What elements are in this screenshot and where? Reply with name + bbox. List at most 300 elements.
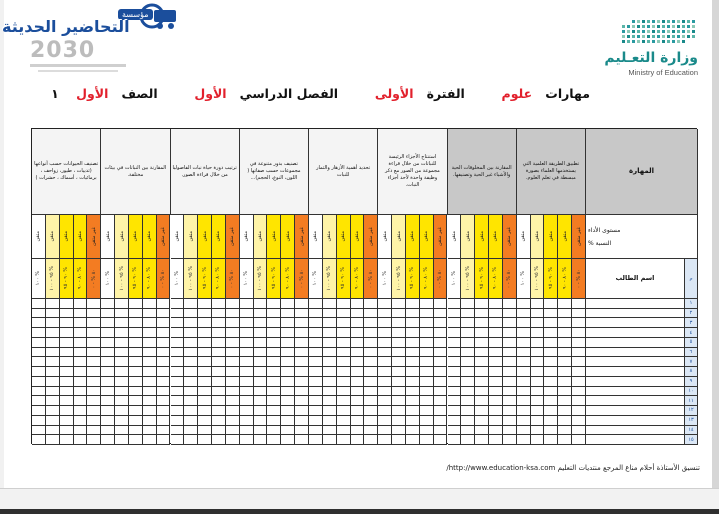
grade-entry-cell[interactable] xyxy=(295,377,309,387)
grade-entry-cell[interactable] xyxy=(198,367,212,377)
grade-entry-cell[interactable] xyxy=(129,367,143,377)
grade-entry-cell[interactable] xyxy=(337,396,351,406)
grade-entry-cell[interactable] xyxy=(212,406,226,416)
grade-entry-cell[interactable] xyxy=(503,338,517,348)
grade-entry-cell[interactable] xyxy=(60,299,74,309)
grade-entry-cell[interactable] xyxy=(378,435,392,445)
grade-entry-cell[interactable] xyxy=(531,348,545,358)
grade-entry-cell[interactable] xyxy=(32,387,46,397)
grade-entry-cell[interactable] xyxy=(406,348,420,358)
grade-entry-cell[interactable] xyxy=(420,338,434,348)
grade-entry-cell[interactable] xyxy=(517,367,531,377)
grade-entry-cell[interactable] xyxy=(378,348,392,358)
grade-entry-cell[interactable] xyxy=(281,348,295,358)
grade-entry-cell[interactable] xyxy=(517,348,531,358)
grade-entry-cell[interactable] xyxy=(226,348,240,358)
grade-entry-cell[interactable] xyxy=(171,357,185,367)
grade-entry-cell[interactable] xyxy=(572,377,586,387)
grade-entry-cell[interactable] xyxy=(392,416,406,426)
grade-entry-cell[interactable] xyxy=(254,309,268,319)
grade-entry-cell[interactable] xyxy=(198,406,212,416)
grade-entry-cell[interactable] xyxy=(337,309,351,319)
grade-entry-cell[interactable] xyxy=(46,387,60,397)
grade-entry-cell[interactable] xyxy=(171,396,185,406)
grade-entry-cell[interactable] xyxy=(157,387,171,397)
grade-entry-cell[interactable] xyxy=(531,367,545,377)
grade-entry-cell[interactable] xyxy=(378,338,392,348)
grade-entry-cell[interactable] xyxy=(531,357,545,367)
grade-entry-cell[interactable] xyxy=(392,357,406,367)
grade-entry-cell[interactable] xyxy=(184,318,198,328)
grade-entry-cell[interactable] xyxy=(558,377,572,387)
grade-entry-cell[interactable] xyxy=(32,357,46,367)
grade-entry-cell[interactable] xyxy=(60,367,74,377)
grade-entry-cell[interactable] xyxy=(184,299,198,309)
grade-entry-cell[interactable] xyxy=(212,338,226,348)
grade-entry-cell[interactable] xyxy=(323,426,337,436)
grade-entry-cell[interactable] xyxy=(378,396,392,406)
grade-entry-cell[interactable] xyxy=(74,357,88,367)
grade-entry-cell[interactable] xyxy=(489,396,503,406)
grade-entry-cell[interactable] xyxy=(143,309,157,319)
grade-entry-cell[interactable] xyxy=(171,377,185,387)
grade-entry-cell[interactable] xyxy=(351,348,365,358)
grade-entry-cell[interactable] xyxy=(184,435,198,445)
grade-entry-cell[interactable] xyxy=(240,357,254,367)
grade-entry-cell[interactable] xyxy=(517,387,531,397)
grade-entry-cell[interactable] xyxy=(115,377,129,387)
grade-entry-cell[interactable] xyxy=(198,348,212,358)
grade-entry-cell[interactable] xyxy=(489,426,503,436)
grade-entry-cell[interactable] xyxy=(434,396,448,406)
grade-entry-cell[interactable] xyxy=(503,406,517,416)
grade-entry-cell[interactable] xyxy=(74,309,88,319)
student-name-cell[interactable] xyxy=(586,426,685,436)
grade-entry-cell[interactable] xyxy=(115,338,129,348)
grade-entry-cell[interactable] xyxy=(517,377,531,387)
grade-entry-cell[interactable] xyxy=(115,367,129,377)
grade-entry-cell[interactable] xyxy=(171,367,185,377)
grade-entry-cell[interactable] xyxy=(212,396,226,406)
grade-entry-cell[interactable] xyxy=(323,377,337,387)
grade-entry-cell[interactable] xyxy=(157,367,171,377)
grade-entry-cell[interactable] xyxy=(475,328,489,338)
grade-entry-cell[interactable] xyxy=(378,299,392,309)
grade-entry-cell[interactable] xyxy=(171,328,185,338)
grade-entry-cell[interactable] xyxy=(171,435,185,445)
grade-entry-cell[interactable] xyxy=(309,338,323,348)
grade-entry-cell[interactable] xyxy=(558,406,572,416)
grade-entry-cell[interactable] xyxy=(364,396,378,406)
grade-entry-cell[interactable] xyxy=(32,348,46,358)
grade-entry-cell[interactable] xyxy=(198,435,212,445)
grade-entry-cell[interactable] xyxy=(60,435,74,445)
grade-entry-cell[interactable] xyxy=(558,338,572,348)
grade-entry-cell[interactable] xyxy=(406,377,420,387)
grade-entry-cell[interactable] xyxy=(129,406,143,416)
grade-entry-cell[interactable] xyxy=(531,299,545,309)
grade-entry-cell[interactable] xyxy=(406,367,420,377)
grade-entry-cell[interactable] xyxy=(420,357,434,367)
grade-entry-cell[interactable] xyxy=(378,309,392,319)
grade-entry-cell[interactable] xyxy=(309,357,323,367)
grade-entry-cell[interactable] xyxy=(101,299,115,309)
grade-entry-cell[interactable] xyxy=(115,299,129,309)
grade-entry-cell[interactable] xyxy=(461,309,475,319)
grade-entry-cell[interactable] xyxy=(212,416,226,426)
grade-entry-cell[interactable] xyxy=(309,396,323,406)
grade-entry-cell[interactable] xyxy=(129,396,143,406)
grade-entry-cell[interactable] xyxy=(254,396,268,406)
student-name-cell[interactable] xyxy=(586,338,685,348)
grade-entry-cell[interactable] xyxy=(143,318,157,328)
grade-entry-cell[interactable] xyxy=(143,367,157,377)
grade-entry-cell[interactable] xyxy=(392,396,406,406)
grade-entry-cell[interactable] xyxy=(295,396,309,406)
grade-entry-cell[interactable] xyxy=(281,338,295,348)
grade-entry-cell[interactable] xyxy=(434,338,448,348)
grade-entry-cell[interactable] xyxy=(572,387,586,397)
grade-entry-cell[interactable] xyxy=(254,426,268,436)
grade-entry-cell[interactable] xyxy=(143,435,157,445)
grade-entry-cell[interactable] xyxy=(378,426,392,436)
grade-entry-cell[interactable] xyxy=(101,377,115,387)
grade-entry-cell[interactable] xyxy=(171,406,185,416)
grade-entry-cell[interactable] xyxy=(171,416,185,426)
grade-entry-cell[interactable] xyxy=(74,367,88,377)
grade-entry-cell[interactable] xyxy=(517,416,531,426)
grade-entry-cell[interactable] xyxy=(351,435,365,445)
grade-entry-cell[interactable] xyxy=(503,387,517,397)
grade-entry-cell[interactable] xyxy=(544,338,558,348)
grade-entry-cell[interactable] xyxy=(129,309,143,319)
grade-entry-cell[interactable] xyxy=(212,299,226,309)
grade-entry-cell[interactable] xyxy=(226,338,240,348)
grade-entry-cell[interactable] xyxy=(531,406,545,416)
grade-entry-cell[interactable] xyxy=(351,426,365,436)
grade-entry-cell[interactable] xyxy=(74,377,88,387)
grade-entry-cell[interactable] xyxy=(240,396,254,406)
grade-entry-cell[interactable] xyxy=(572,357,586,367)
grade-entry-cell[interactable] xyxy=(392,406,406,416)
grade-entry-cell[interactable] xyxy=(351,406,365,416)
grade-entry-cell[interactable] xyxy=(378,406,392,416)
student-name-cell[interactable] xyxy=(586,318,685,328)
grade-entry-cell[interactable] xyxy=(267,309,281,319)
grade-entry-cell[interactable] xyxy=(184,387,198,397)
grade-entry-cell[interactable] xyxy=(32,338,46,348)
grade-entry-cell[interactable] xyxy=(337,387,351,397)
grade-entry-cell[interactable] xyxy=(240,338,254,348)
grade-entry-cell[interactable] xyxy=(544,396,558,406)
grade-entry-cell[interactable] xyxy=(60,338,74,348)
grade-entry-cell[interactable] xyxy=(226,328,240,338)
grade-entry-cell[interactable] xyxy=(558,318,572,328)
grade-entry-cell[interactable] xyxy=(267,357,281,367)
grade-entry-cell[interactable] xyxy=(212,426,226,436)
grade-entry-cell[interactable] xyxy=(323,406,337,416)
grade-entry-cell[interactable] xyxy=(420,416,434,426)
grade-entry-cell[interactable] xyxy=(475,309,489,319)
grade-entry-cell[interactable] xyxy=(364,416,378,426)
grade-entry-cell[interactable] xyxy=(517,318,531,328)
grade-entry-cell[interactable] xyxy=(364,328,378,338)
grade-entry-cell[interactable] xyxy=(46,426,60,436)
grade-entry-cell[interactable] xyxy=(531,426,545,436)
grade-entry-cell[interactable] xyxy=(323,338,337,348)
grade-entry-cell[interactable] xyxy=(87,309,101,319)
grade-entry-cell[interactable] xyxy=(572,416,586,426)
grade-entry-cell[interactable] xyxy=(434,357,448,367)
grade-entry-cell[interactable] xyxy=(143,338,157,348)
grade-entry-cell[interactable] xyxy=(60,309,74,319)
grade-entry-cell[interactable] xyxy=(184,406,198,416)
grade-entry-cell[interactable] xyxy=(267,416,281,426)
grade-entry-cell[interactable] xyxy=(517,426,531,436)
grade-entry-cell[interactable] xyxy=(323,348,337,358)
grade-entry-cell[interactable] xyxy=(171,426,185,436)
grade-entry-cell[interactable] xyxy=(309,406,323,416)
grade-entry-cell[interactable] xyxy=(489,377,503,387)
grade-entry-cell[interactable] xyxy=(323,367,337,377)
grade-entry-cell[interactable] xyxy=(392,435,406,445)
grade-entry-cell[interactable] xyxy=(531,309,545,319)
grade-entry-cell[interactable] xyxy=(281,426,295,436)
grade-entry-cell[interactable] xyxy=(406,396,420,406)
grade-entry-cell[interactable] xyxy=(129,387,143,397)
grade-entry-cell[interactable] xyxy=(226,367,240,377)
grade-entry-cell[interactable] xyxy=(240,328,254,338)
grade-entry-cell[interactable] xyxy=(74,318,88,328)
grade-entry-cell[interactable] xyxy=(101,309,115,319)
grade-entry-cell[interactable] xyxy=(572,309,586,319)
grade-entry-cell[interactable] xyxy=(475,416,489,426)
grade-entry-cell[interactable] xyxy=(32,377,46,387)
grade-entry-cell[interactable] xyxy=(171,299,185,309)
student-name-cell[interactable] xyxy=(586,367,685,377)
grade-entry-cell[interactable] xyxy=(461,387,475,397)
grade-entry-cell[interactable] xyxy=(503,309,517,319)
grade-entry-cell[interactable] xyxy=(503,348,517,358)
grade-entry-cell[interactable] xyxy=(337,367,351,377)
grade-entry-cell[interactable] xyxy=(489,357,503,367)
grade-entry-cell[interactable] xyxy=(32,299,46,309)
grade-entry-cell[interactable] xyxy=(489,328,503,338)
grade-entry-cell[interactable] xyxy=(420,435,434,445)
grade-entry-cell[interactable] xyxy=(503,377,517,387)
grade-entry-cell[interactable] xyxy=(295,367,309,377)
grade-entry-cell[interactable] xyxy=(351,367,365,377)
grade-entry-cell[interactable] xyxy=(267,328,281,338)
grade-entry-cell[interactable] xyxy=(267,318,281,328)
grade-entry-cell[interactable] xyxy=(240,367,254,377)
grade-entry-cell[interactable] xyxy=(475,406,489,416)
grade-entry-cell[interactable] xyxy=(157,357,171,367)
grade-entry-cell[interactable] xyxy=(544,357,558,367)
grade-entry-cell[interactable] xyxy=(544,367,558,377)
grade-entry-cell[interactable] xyxy=(157,377,171,387)
student-name-cell[interactable] xyxy=(586,435,685,445)
grade-entry-cell[interactable] xyxy=(420,387,434,397)
grade-entry-cell[interactable] xyxy=(364,348,378,358)
grade-entry-cell[interactable] xyxy=(392,387,406,397)
grade-entry-cell[interactable] xyxy=(240,406,254,416)
grade-entry-cell[interactable] xyxy=(544,435,558,445)
grade-entry-cell[interactable] xyxy=(87,435,101,445)
grade-entry-cell[interactable] xyxy=(87,318,101,328)
grade-entry-cell[interactable] xyxy=(337,377,351,387)
grade-entry-cell[interactable] xyxy=(226,406,240,416)
grade-entry-cell[interactable] xyxy=(337,299,351,309)
grade-entry-cell[interactable] xyxy=(337,338,351,348)
grade-entry-cell[interactable] xyxy=(544,377,558,387)
grade-entry-cell[interactable] xyxy=(351,387,365,397)
grade-entry-cell[interactable] xyxy=(475,348,489,358)
grade-entry-cell[interactable] xyxy=(60,426,74,436)
grade-entry-cell[interactable] xyxy=(143,377,157,387)
grade-entry-cell[interactable] xyxy=(461,328,475,338)
grade-entry-cell[interactable] xyxy=(267,299,281,309)
grade-entry-cell[interactable] xyxy=(351,416,365,426)
grade-entry-cell[interactable] xyxy=(475,377,489,387)
grade-entry-cell[interactable] xyxy=(281,299,295,309)
grade-entry-cell[interactable] xyxy=(420,348,434,358)
grade-entry-cell[interactable] xyxy=(475,299,489,309)
grade-entry-cell[interactable] xyxy=(129,328,143,338)
grade-entry-cell[interactable] xyxy=(531,435,545,445)
grade-entry-cell[interactable] xyxy=(143,348,157,358)
grade-entry-cell[interactable] xyxy=(32,426,46,436)
grade-entry-cell[interactable] xyxy=(461,435,475,445)
grade-entry-cell[interactable] xyxy=(184,416,198,426)
grade-entry-cell[interactable] xyxy=(531,377,545,387)
grade-entry-cell[interactable] xyxy=(184,357,198,367)
grade-entry-cell[interactable] xyxy=(337,406,351,416)
grade-entry-cell[interactable] xyxy=(129,416,143,426)
grade-entry-cell[interactable] xyxy=(212,309,226,319)
grade-entry-cell[interactable] xyxy=(115,387,129,397)
grade-entry-cell[interactable] xyxy=(351,309,365,319)
grade-entry-cell[interactable] xyxy=(572,348,586,358)
grade-entry-cell[interactable] xyxy=(448,416,462,426)
grade-entry-cell[interactable] xyxy=(420,406,434,416)
grade-entry-cell[interactable] xyxy=(558,416,572,426)
grade-entry-cell[interactable] xyxy=(461,416,475,426)
grade-entry-cell[interactable] xyxy=(212,318,226,328)
grade-entry-cell[interactable] xyxy=(226,309,240,319)
grade-entry-cell[interactable] xyxy=(212,328,226,338)
grade-entry-cell[interactable] xyxy=(281,396,295,406)
grade-entry-cell[interactable] xyxy=(184,396,198,406)
grade-entry-cell[interactable] xyxy=(281,377,295,387)
grade-entry-cell[interactable] xyxy=(87,367,101,377)
grade-entry-cell[interactable] xyxy=(74,338,88,348)
grade-entry-cell[interactable] xyxy=(32,396,46,406)
grade-entry-cell[interactable] xyxy=(171,387,185,397)
grade-entry-cell[interactable] xyxy=(226,318,240,328)
grade-entry-cell[interactable] xyxy=(392,426,406,436)
grade-entry-cell[interactable] xyxy=(254,357,268,367)
grade-entry-cell[interactable] xyxy=(46,357,60,367)
grade-entry-cell[interactable] xyxy=(198,318,212,328)
grade-entry-cell[interactable] xyxy=(212,435,226,445)
grade-entry-cell[interactable] xyxy=(87,338,101,348)
grade-entry-cell[interactable] xyxy=(572,426,586,436)
grade-entry-cell[interactable] xyxy=(295,338,309,348)
grade-entry-cell[interactable] xyxy=(87,328,101,338)
grade-entry-cell[interactable] xyxy=(503,328,517,338)
grade-entry-cell[interactable] xyxy=(101,387,115,397)
grade-entry-cell[interactable] xyxy=(572,328,586,338)
grade-entry-cell[interactable] xyxy=(254,387,268,397)
grade-entry-cell[interactable] xyxy=(267,396,281,406)
grade-entry-cell[interactable] xyxy=(503,435,517,445)
grade-entry-cell[interactable] xyxy=(351,338,365,348)
grade-entry-cell[interactable] xyxy=(87,416,101,426)
grade-entry-cell[interactable] xyxy=(115,357,129,367)
grade-entry-cell[interactable] xyxy=(489,406,503,416)
grade-entry-cell[interactable] xyxy=(32,435,46,445)
grade-entry-cell[interactable] xyxy=(198,377,212,387)
grade-entry-cell[interactable] xyxy=(240,416,254,426)
grade-entry-cell[interactable] xyxy=(46,299,60,309)
grade-entry-cell[interactable] xyxy=(323,318,337,328)
grade-entry-cell[interactable] xyxy=(517,338,531,348)
grade-entry-cell[interactable] xyxy=(337,435,351,445)
grade-entry-cell[interactable] xyxy=(392,328,406,338)
grade-entry-cell[interactable] xyxy=(171,318,185,328)
grade-entry-cell[interactable] xyxy=(129,338,143,348)
grade-entry-cell[interactable] xyxy=(143,396,157,406)
grade-entry-cell[interactable] xyxy=(531,328,545,338)
grade-entry-cell[interactable] xyxy=(60,328,74,338)
grade-entry-cell[interactable] xyxy=(448,338,462,348)
grade-entry-cell[interactable] xyxy=(143,299,157,309)
grade-entry-cell[interactable] xyxy=(46,416,60,426)
grade-entry-cell[interactable] xyxy=(309,309,323,319)
grade-entry-cell[interactable] xyxy=(143,357,157,367)
grade-entry-cell[interactable] xyxy=(46,318,60,328)
grade-entry-cell[interactable] xyxy=(254,328,268,338)
grade-entry-cell[interactable] xyxy=(572,338,586,348)
grade-entry-cell[interactable] xyxy=(351,377,365,387)
grade-entry-cell[interactable] xyxy=(392,318,406,328)
grade-entry-cell[interactable] xyxy=(448,426,462,436)
grade-entry-cell[interactable] xyxy=(295,318,309,328)
grade-entry-cell[interactable] xyxy=(184,377,198,387)
grade-entry-cell[interactable] xyxy=(448,367,462,377)
grade-entry-cell[interactable] xyxy=(461,367,475,377)
grade-entry-cell[interactable] xyxy=(157,309,171,319)
grade-entry-cell[interactable] xyxy=(198,309,212,319)
grade-entry-cell[interactable] xyxy=(157,435,171,445)
grade-entry-cell[interactable] xyxy=(351,328,365,338)
student-name-cell[interactable] xyxy=(586,299,685,309)
grade-entry-cell[interactable] xyxy=(364,387,378,397)
grade-entry-cell[interactable] xyxy=(572,299,586,309)
grade-entry-cell[interactable] xyxy=(157,416,171,426)
grade-entry-cell[interactable] xyxy=(337,318,351,328)
grade-entry-cell[interactable] xyxy=(434,377,448,387)
grade-entry-cell[interactable] xyxy=(406,309,420,319)
student-name-cell[interactable] xyxy=(586,309,685,319)
grade-entry-cell[interactable] xyxy=(489,387,503,397)
grade-entry-cell[interactable] xyxy=(489,338,503,348)
grade-entry-cell[interactable] xyxy=(392,299,406,309)
grade-entry-cell[interactable] xyxy=(267,426,281,436)
grade-entry-cell[interactable] xyxy=(171,338,185,348)
grade-entry-cell[interactable] xyxy=(406,318,420,328)
